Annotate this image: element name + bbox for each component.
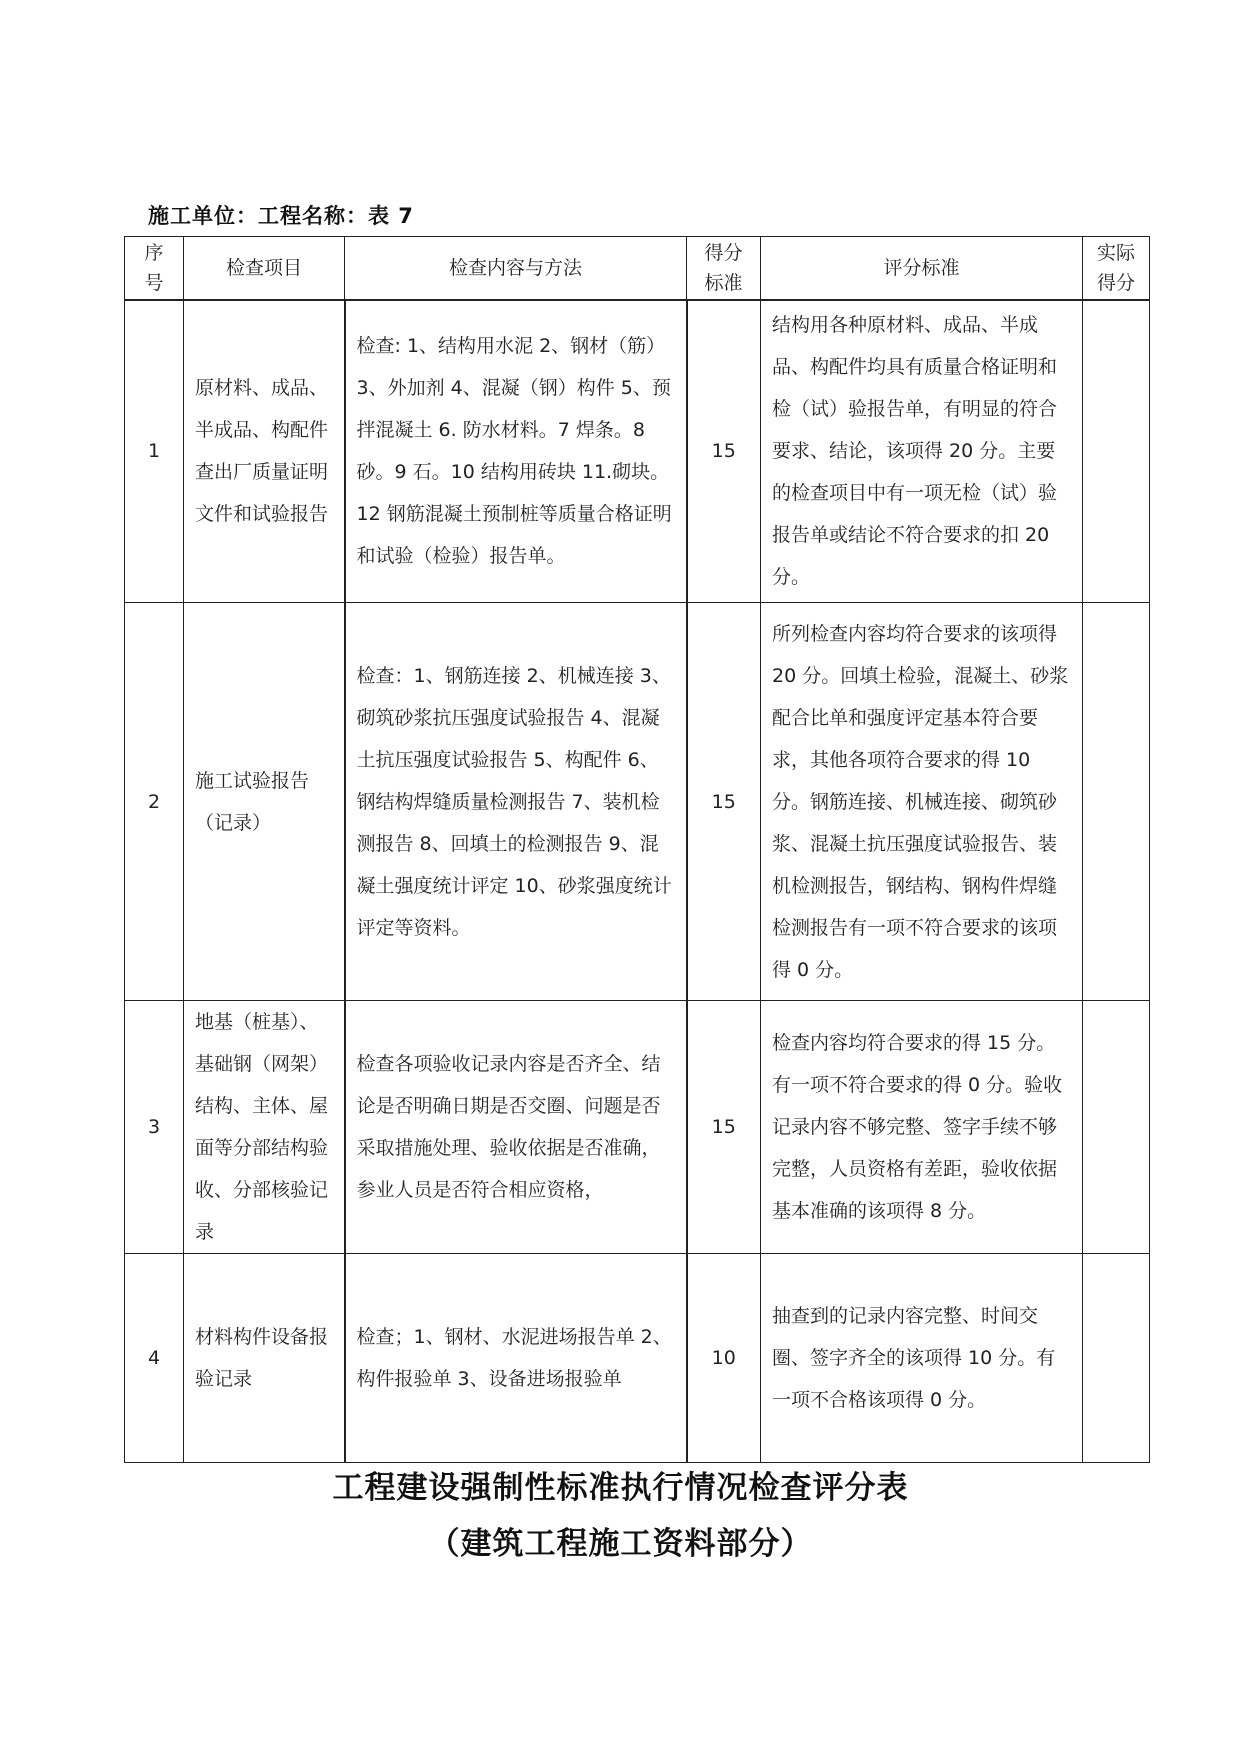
table-row [125, 300, 1150, 603]
col-header-item: 检查项目 [184, 237, 345, 300]
col-header-criteria: 评分标准 [761, 237, 1083, 300]
document-title: 工程建设强制性标准执行情况检查评分表 [332, 1470, 909, 1506]
table-row [125, 1254, 1150, 1463]
row-item: 地基（桩基）、基础钢（网架）结构、主体、屋面等分部结构验收、分部核验记录 [184, 1001, 345, 1254]
table-row [125, 603, 1150, 1001]
row-seq: 3 [125, 1001, 184, 1254]
row-actual-score[interactable] [1083, 1254, 1150, 1463]
row-seq: 2 [125, 603, 184, 1001]
row-method: 检查: 1、结构用水泥 2、钢材（筋）3、外加剂 4、混凝（钢）构件 5、预拌混凝土 6. 防水材料。7 焊条。8 砂。9 石。10 结构用砖块 11.砌块。12 钢筋混凝土预制桩等质量合格证明和试验（检验）报告单。 [345, 300, 687, 603]
row-score: 10 [687, 1254, 761, 1463]
row-method: 检查各项验收记录内容是否齐全、结论是否明确日期是否交圈、问题是否采取措施处理、验收依据是否准确，参业人员是否符合相应资格， [345, 1001, 687, 1254]
row-seq: 4 [125, 1254, 184, 1463]
col-header-actual: 实际得分 [1083, 237, 1150, 300]
col-header-standard-score: 得分标准 [687, 237, 761, 300]
document-subtitle: （建筑工程施工资料部分） [428, 1526, 813, 1562]
row-method: 检查；1、钢材、水泥进场报告单 2、构件报验单 3、设备进场报验单 [345, 1254, 687, 1463]
score-table [124, 236, 1150, 1463]
row-seq: 1 [125, 300, 184, 603]
row-criteria: 抽查到的记录内容完整、时间交圈、签字齐全的该项得 10 分。有一项不合格该项得 0 分。 [761, 1254, 1083, 1463]
row-criteria: 检查内容均符合要求的得 15 分。有一项不符合要求的得 0 分。验收记录内容不够完整、签字手续不够完整，人员资格有差距，验收依据基本准确的该项得 8 分。 [761, 1001, 1083, 1254]
row-score: 15 [687, 1001, 761, 1254]
row-actual-score[interactable] [1083, 603, 1150, 1001]
row-item: 材料构件设备报验记录 [184, 1254, 345, 1463]
row-item: 施工试验报告（记录） [184, 603, 345, 1001]
col-header-method: 检查内容与方法 [345, 237, 687, 300]
table-header-line: 施工单位：工程名称：表 7 [148, 204, 414, 228]
row-item: 原材料、成品、半成品、构配件查出厂质量证明文件和试验报告 [184, 300, 345, 603]
col-header-seq: 序号 [125, 237, 184, 300]
row-method: 检查：1、钢筋连接 2、机械连接 3、砌筑砂浆抗压强度试验报告 4、混凝土抗压强度试验报告 5、构配件 6、钢结构焊缝质量检测报告 7、装机检测报告 8、回填土的检测报告 9、混凝土强度统计评定 10、砂浆强度统计评定等资料。 [345, 603, 687, 1001]
table-header-row [125, 237, 1150, 300]
row-score: 15 [687, 300, 761, 603]
table-row [125, 1001, 1150, 1254]
row-actual-score[interactable] [1083, 1001, 1150, 1254]
row-criteria: 结构用各种原材料、成品、半成品、构配件均具有质量合格证明和检（试）验报告单，有明显的符合要求、结论，该项得 20 分。主要的检查项目中有一项无检（试）验报告单或结论不符合要求的扣 20 分。 [761, 300, 1083, 603]
row-criteria: 所列检查内容均符合要求的该项得 20 分。回填土检验，混凝土、砂浆配合比单和强度评定基本符合要求，其他各项符合要求的得 10 分。钢筋连接、机械连接、砌筑砂浆、混凝土抗压强度试验报告、装机检测报告，钢结构、钢构件焊缝检测报告有一项不符合要求的该项得 0 分。 [761, 603, 1083, 1001]
row-actual-score[interactable] [1083, 300, 1150, 603]
row-score: 15 [687, 603, 761, 1001]
